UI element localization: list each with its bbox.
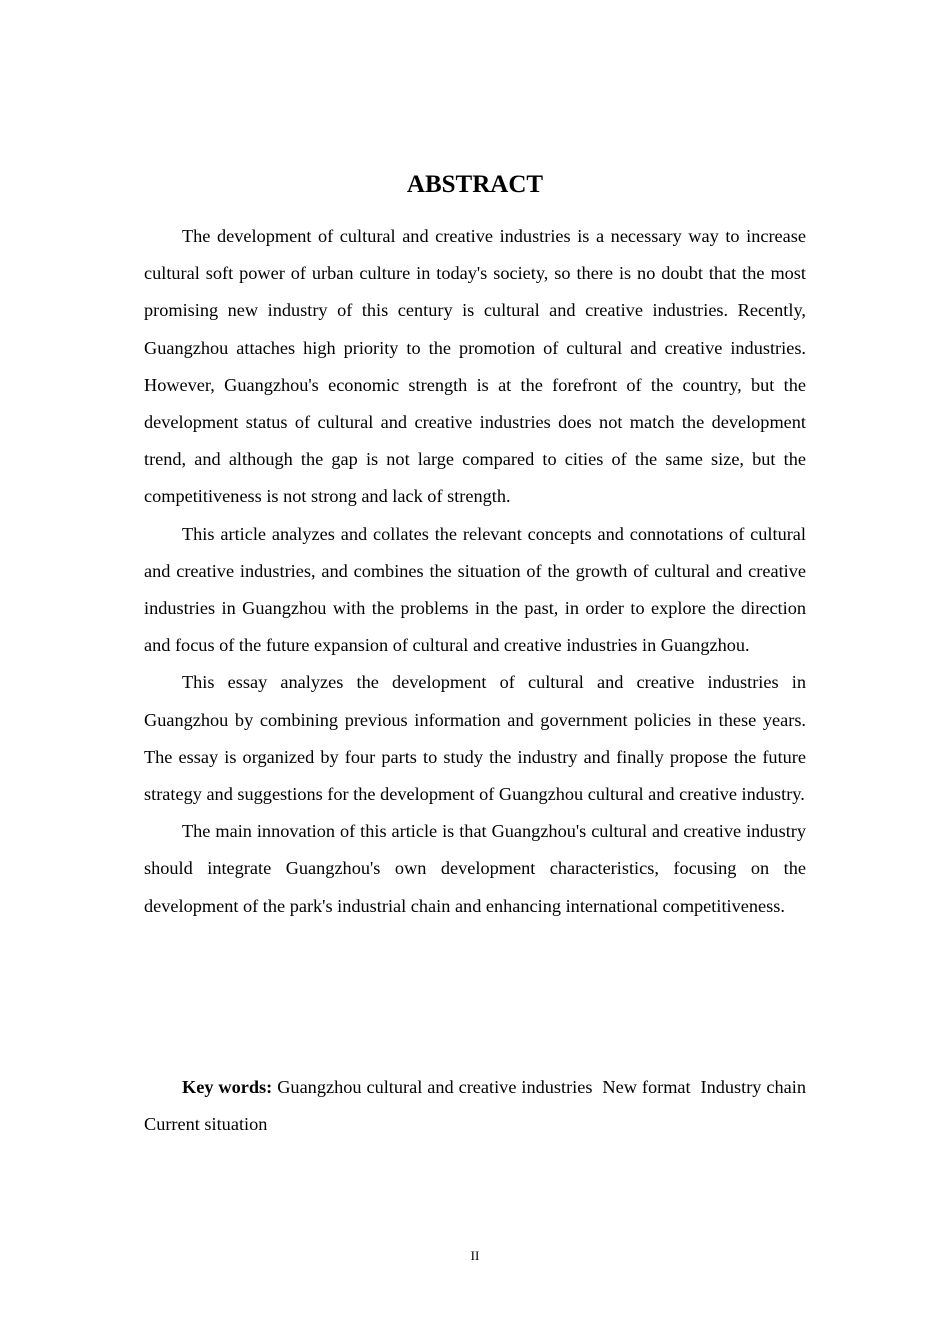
abstract-title: ABSTRACT (406, 171, 544, 198)
abstract-paragraph: The main innovation of this article is that Guangzhou's cultural and creative industry should integrate Guangzhou's own development characteristics, focusing on the development of the park's industrial chain and enhancing international competitiveness. (144, 821, 806, 916)
keywords-text: Guangzhou cultural and creative industries New format Industry chain Current situation (144, 1077, 816, 1135)
abstract-body (144, 218, 806, 925)
abstract-paragraph: This essay analyzes the development of cultural and creative industries in Guangzhou by combining previous information and government policies in these years. The essay is organized by four parts to study the industry and finally propose the future strategy and suggestions for the development of Guangzhou cultural and creative industry. (144, 672, 806, 805)
page-number: II (470, 1248, 480, 1263)
keywords-line (144, 1069, 816, 1143)
keywords-label: Key words: (182, 1077, 273, 1097)
abstract-paragraph: The development of cultural and creative industries is a necessary way to increase cultural soft power of urban culture in today's society, so there is no doubt that the most promising new industry of this century is cultural and creative industries. Recently, Guangzhou attaches high priority to the promotion of cultural and creative industries. However, Guangzhou's economic strength is at the forefront of the country, but the development status of cultural and creative industries does not match the development trend, and although the gap is not large compared to cities of the same size, but the competitiveness is not strong and lack of strength. (144, 226, 806, 507)
abstract-paragraph: This article analyzes and collates the relevant concepts and connotations of cultural and creative industries, and combines the situation of the growth of cultural and creative industries in Guangzhou with the problems in the past, in order to explore the direction and focus of the future expansion of cultural and creative industries in Guangzhou. (144, 523, 806, 656)
